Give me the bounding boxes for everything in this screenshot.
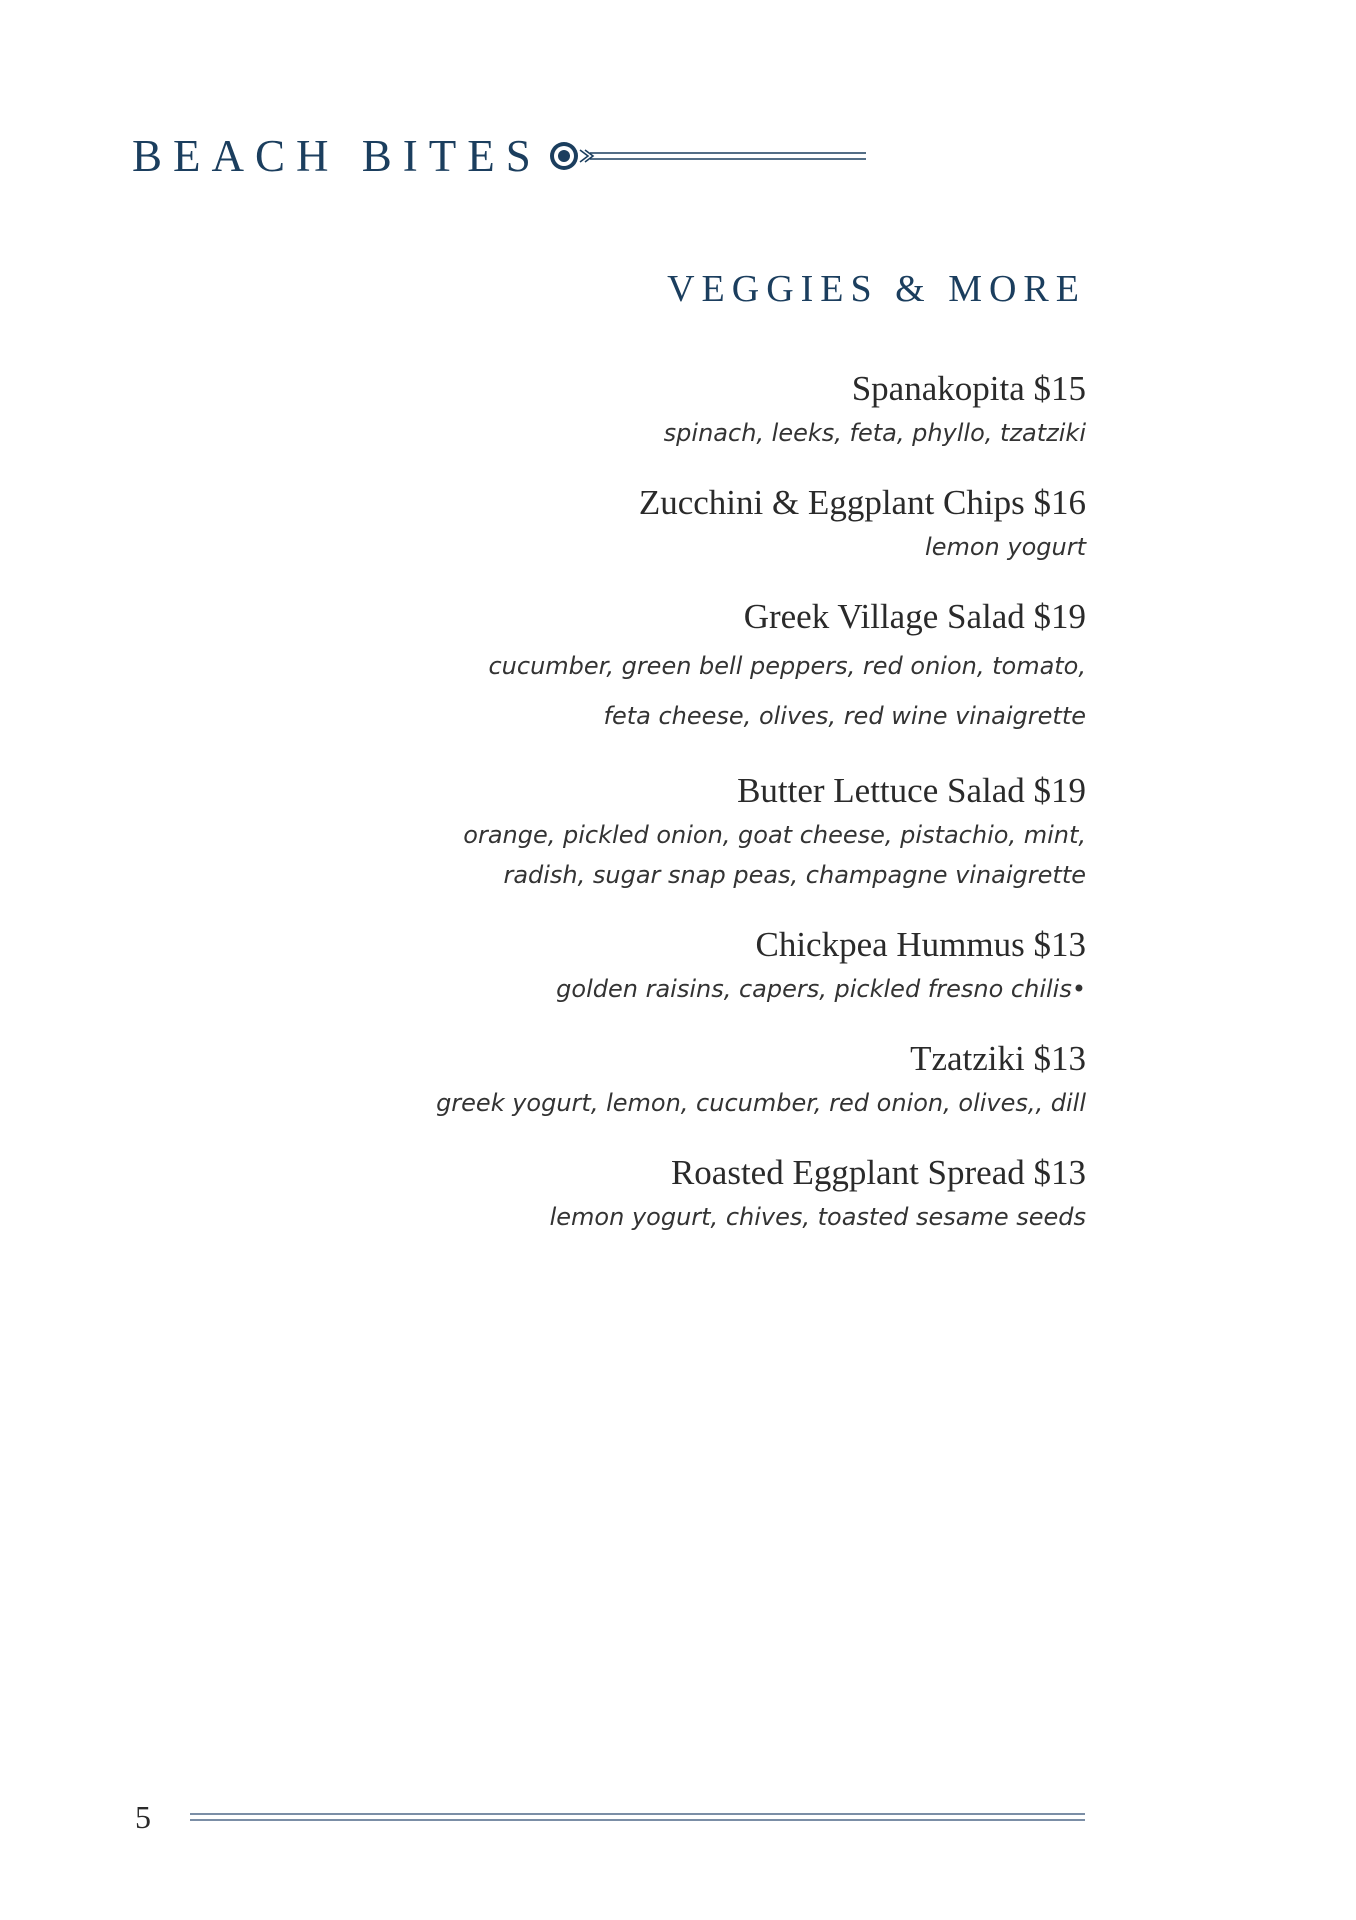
menu-list [186, 365, 1086, 1263]
menu-item [186, 1149, 1086, 1237]
menu-item-name: Spanakopita $15 [851, 369, 1086, 408]
menu-item [186, 593, 1086, 741]
page-number: 5 [135, 1799, 151, 1835]
menu-item-name: Chickpea Hummus $13 [755, 925, 1086, 964]
menu-item-name: Zucchini & Eggplant Chips $16 [638, 483, 1086, 522]
menu-item-description: spinach, leeks, feta, phyllo, tzatziki [663, 419, 1086, 447]
menu-item-description: orange, pickled onion, goat cheese, pistachio, mint, [463, 821, 1086, 849]
menu-item-description: golden raisins, capers, pickled fresno chilis• [556, 975, 1086, 1003]
menu-item-description: lemon yogurt, chives, toasted sesame seeds [549, 1203, 1086, 1231]
menu-item-description: greek yogurt, lemon, cucumber, red onion, olives,, dill [436, 1089, 1086, 1117]
menu-item-description: cucumber, green bell peppers, red onion, tomato, [488, 652, 1086, 680]
page-header [132, 128, 876, 184]
menu-item [186, 365, 1086, 453]
menu-item-name: Tzatziki $13 [910, 1039, 1086, 1078]
menu-item-name: Butter Lettuce Salad $19 [737, 771, 1086, 810]
menu-item-description: lemon yogurt [925, 533, 1086, 561]
menu-item [186, 767, 1086, 895]
menu-item-name: Greek Village Salad $19 [743, 597, 1086, 636]
menu-item-description: feta cheese, olives, red wine vinaigrette [603, 702, 1086, 730]
page-footer [135, 1795, 1085, 1839]
eye-ornament-icon [546, 138, 876, 174]
footer-rule [190, 1813, 1085, 1821]
menu-item [186, 1035, 1086, 1123]
menu-item-name: Roasted Eggplant Spread $13 [670, 1153, 1086, 1192]
page-title: BEACH BITES [132, 130, 542, 181]
menu-item [186, 479, 1086, 567]
menu-item [186, 921, 1086, 1009]
section-title: VEGGIES & MORE [667, 268, 1086, 310]
menu-item-description: radish, sugar snap peas, champagne vinaigrette [503, 861, 1086, 889]
